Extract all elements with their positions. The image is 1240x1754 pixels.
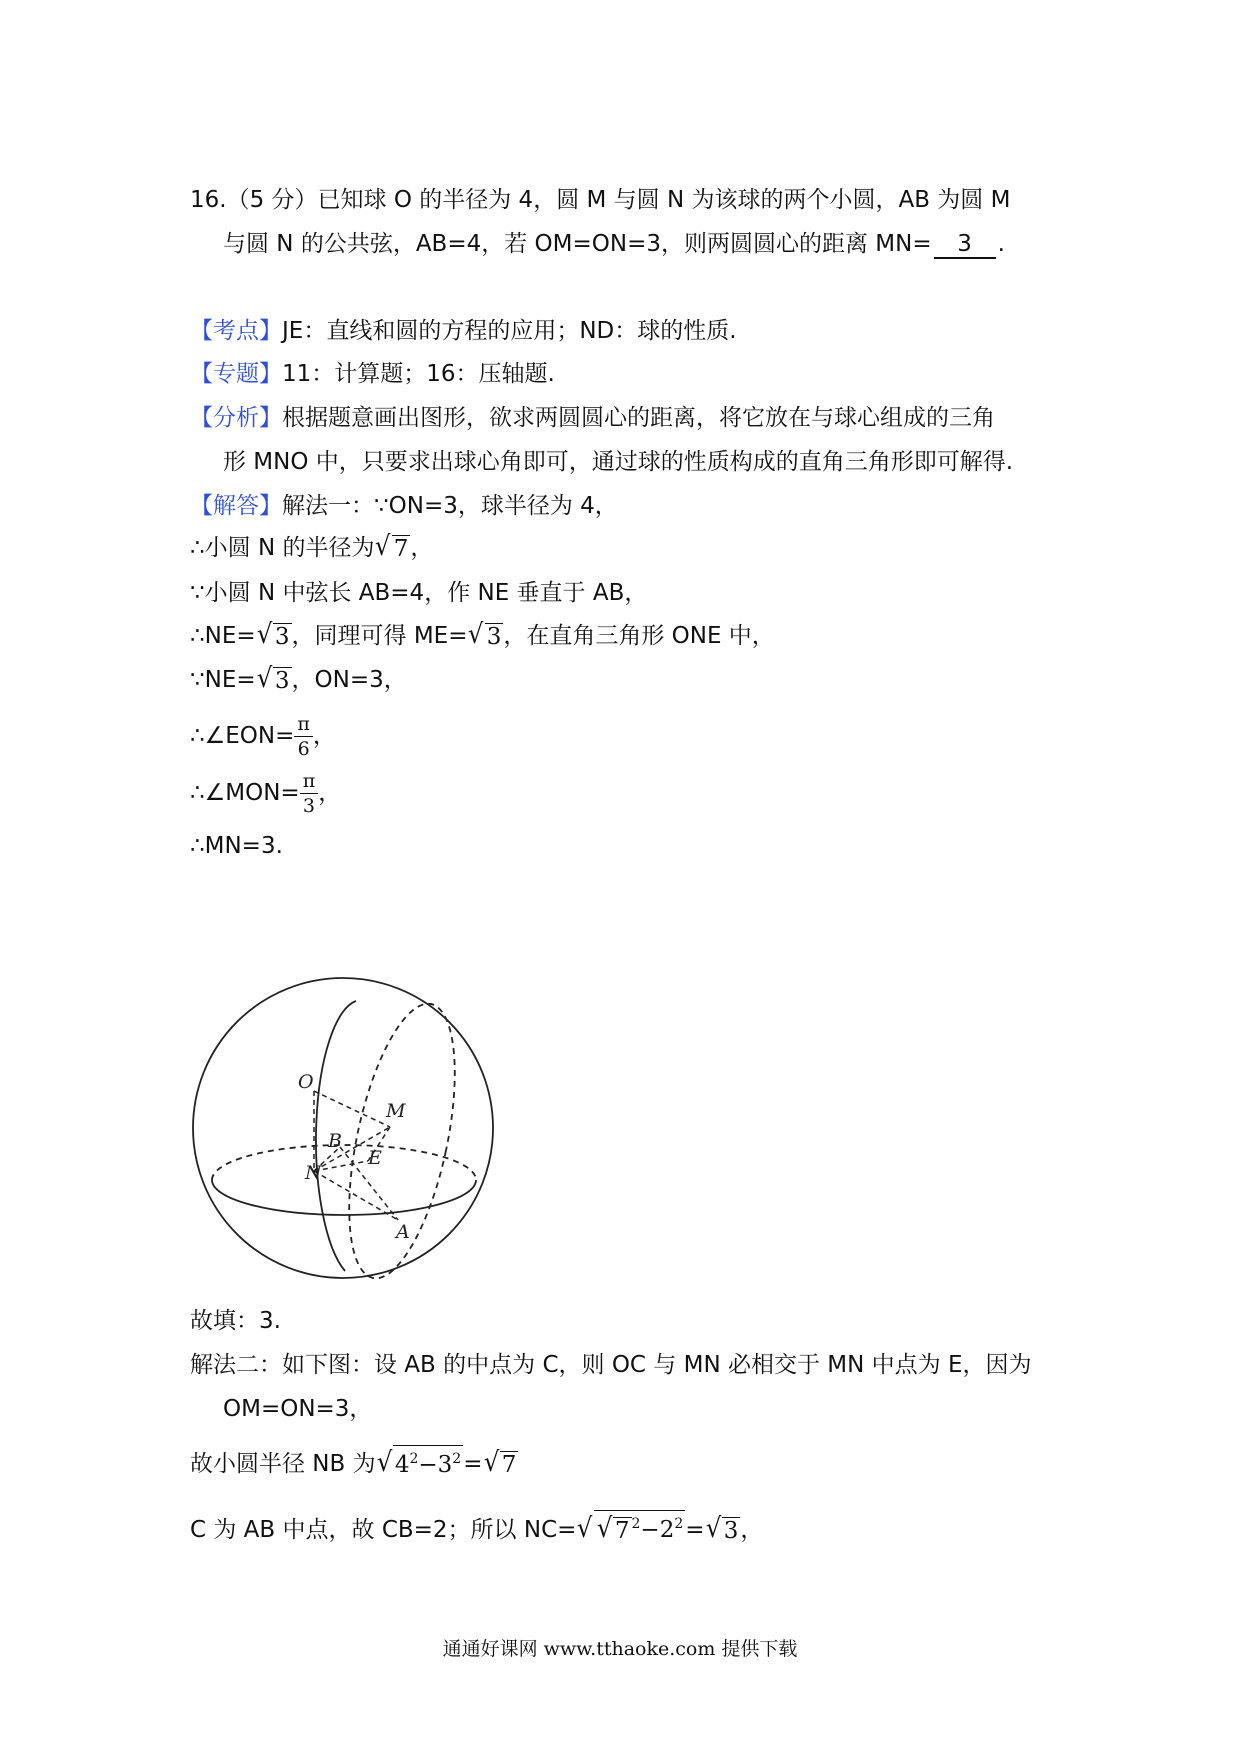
label-n: N [305,1162,322,1184]
exponent: 2 [409,1451,419,1467]
sol2-line-2: OM=ON=3， [223,1396,373,1422]
radicand: 3 [486,624,502,650]
inner-sqrt-7: √ 7 [596,1513,630,1544]
sol1-line-5 [190,708,336,764]
inner-radicand: 7 [614,1518,630,1544]
sol1-l6-text: ∴∠MON= [190,780,300,806]
kaodian-line [190,314,737,348]
answer-blank: 3 [934,231,996,259]
question-line-2-text: 与圆 N 的公共弦，AB=4，若 OM=ON=3，则两圆圆心的距离 MN= [223,231,932,257]
fraction-pi-3 [300,769,319,818]
sqrt-3: √ 3 [468,619,502,650]
sol2-l3-text: 故小圆半径 NB 为 [190,1451,376,1477]
zhuanti-line [190,357,555,391]
sol2-line-1: 解法二：如下图：设 AB 的中点为 C，则 OC 与 MN 必相交于 MN 中点为 E，因为 [190,1352,1032,1378]
zhuanti-tag: 【专题】 [190,361,282,387]
fenxi-text-1: 根据题意画出图形，欲求两圆圆心的距离，将它放在与球心组成的三角 [282,405,995,431]
label-a: A [396,1221,410,1243]
sqrt-4sq-minus-3sq: √ $4^2-3^2$ [376,1447,462,1478]
sol1-l6-end: ， [318,780,342,806]
sol1-l3-a: ∴NE= [190,623,256,649]
numerator: π [300,769,319,794]
sqrt-3: √ 3 [705,1513,739,1544]
fraction-pi-6 [294,712,313,761]
jieda-line [190,489,618,523]
sol2-l4-text: C 为 AB 中点，故 CB=2；所以 NC= [190,1517,577,1543]
denominator: 6 [297,738,310,760]
sol1-l5-end: ， [312,723,336,749]
sol1-l1-end: ， [410,535,434,561]
sol1-l4-b: ，ON=3， [291,667,407,693]
sol1-line-7: ∴MN=3. [190,833,283,859]
sol1-l5-text: ∴∠EON= [190,723,295,749]
sqrt-sqrt7sq-minus-2sq: √ √ 7 $^2-2^2$ [576,1510,685,1544]
fill-answer-line: 故填：3. [190,1308,281,1334]
jieda-text: 解法一：∵ON=3，球半径为 4， [282,493,618,519]
segment-om [314,1091,390,1127]
radicand [393,1445,463,1478]
radicand: 3 [274,668,290,694]
radicand: 3 [723,1518,739,1544]
sqrt-7: √ 7 [483,1447,517,1478]
sol1-l4-a: ∵NE= [190,667,256,693]
fenxi-line-2: 形 MNO 中，只要求出球心角即可，通过球的性质构成的直角三角形即可解得. [223,449,1014,475]
equals: = [685,1517,705,1543]
question-line-2 [223,227,1005,261]
radicand [594,1510,686,1544]
sol1-line-3 [190,619,775,653]
denominator: 3 [302,795,315,817]
zhuanti-text: 11：计算题；16：压轴题. [282,361,555,387]
label-o: O [298,1071,314,1093]
radicand: 7 [393,536,409,562]
kaodian-tag: 【考点】 [190,318,282,344]
equals: = [463,1451,483,1477]
sol2-line-4 [190,1510,763,1547]
label-e: E [368,1147,382,1169]
sol1-line-2: ∵小圆 N 中弦长 AB=4，作 NE 垂直于 AB， [190,580,648,606]
exponent: 2 [631,1516,641,1532]
fenxi-line-1 [190,401,995,435]
fenxi-tag: 【分析】 [190,405,282,431]
minus-3: −3 [418,1452,453,1478]
sqrt-3: √ 3 [256,619,290,650]
jieda-tag: 【解答】 [190,493,282,519]
exponent: 2 [674,1516,684,1532]
radicand: 7 [501,1452,517,1478]
exponent: 2 [452,1451,462,1467]
sol2-line-3 [190,1445,518,1481]
sol1-l3-b: ，同理可得 ME= [291,623,468,649]
label-b: B [328,1130,342,1152]
segment-na [314,1171,398,1220]
sphere-figure [190,975,510,1285]
sqrt-3: √ 3 [256,663,290,694]
sol1-line-6 [190,765,341,821]
footer-credit: 通通好课网 www.tthaoke.com 提供下载 [442,1638,798,1660]
question-line-2-end: . [997,231,1005,257]
sol2-l4-end: ， [740,1517,764,1543]
sol1-l1-text: ∴小圆 N 的半径为 [190,535,375,561]
question-line-1: 16.（5 分）已知球 O 的半径为 4，圆 M 与圆 N 为该球的两个小圆，AB 为圆 M [190,187,1011,213]
radicand: 3 [274,624,290,650]
kaodian-text: JE：直线和圆的方程的应用；ND：球的性质. [282,318,737,344]
base-4: 4 [394,1452,410,1478]
sol1-line-4 [190,663,407,697]
sqrt-7: √ 7 [375,531,409,562]
sol1-line-1 [190,531,433,565]
circle-n-back [212,1145,476,1180]
sol1-l3-c: ，在直角三角形 ONE 中， [503,623,775,649]
minus-2: −2 [640,1517,675,1543]
label-m: M [386,1100,406,1122]
sphere-outline [193,978,493,1278]
numerator: π [294,712,313,737]
